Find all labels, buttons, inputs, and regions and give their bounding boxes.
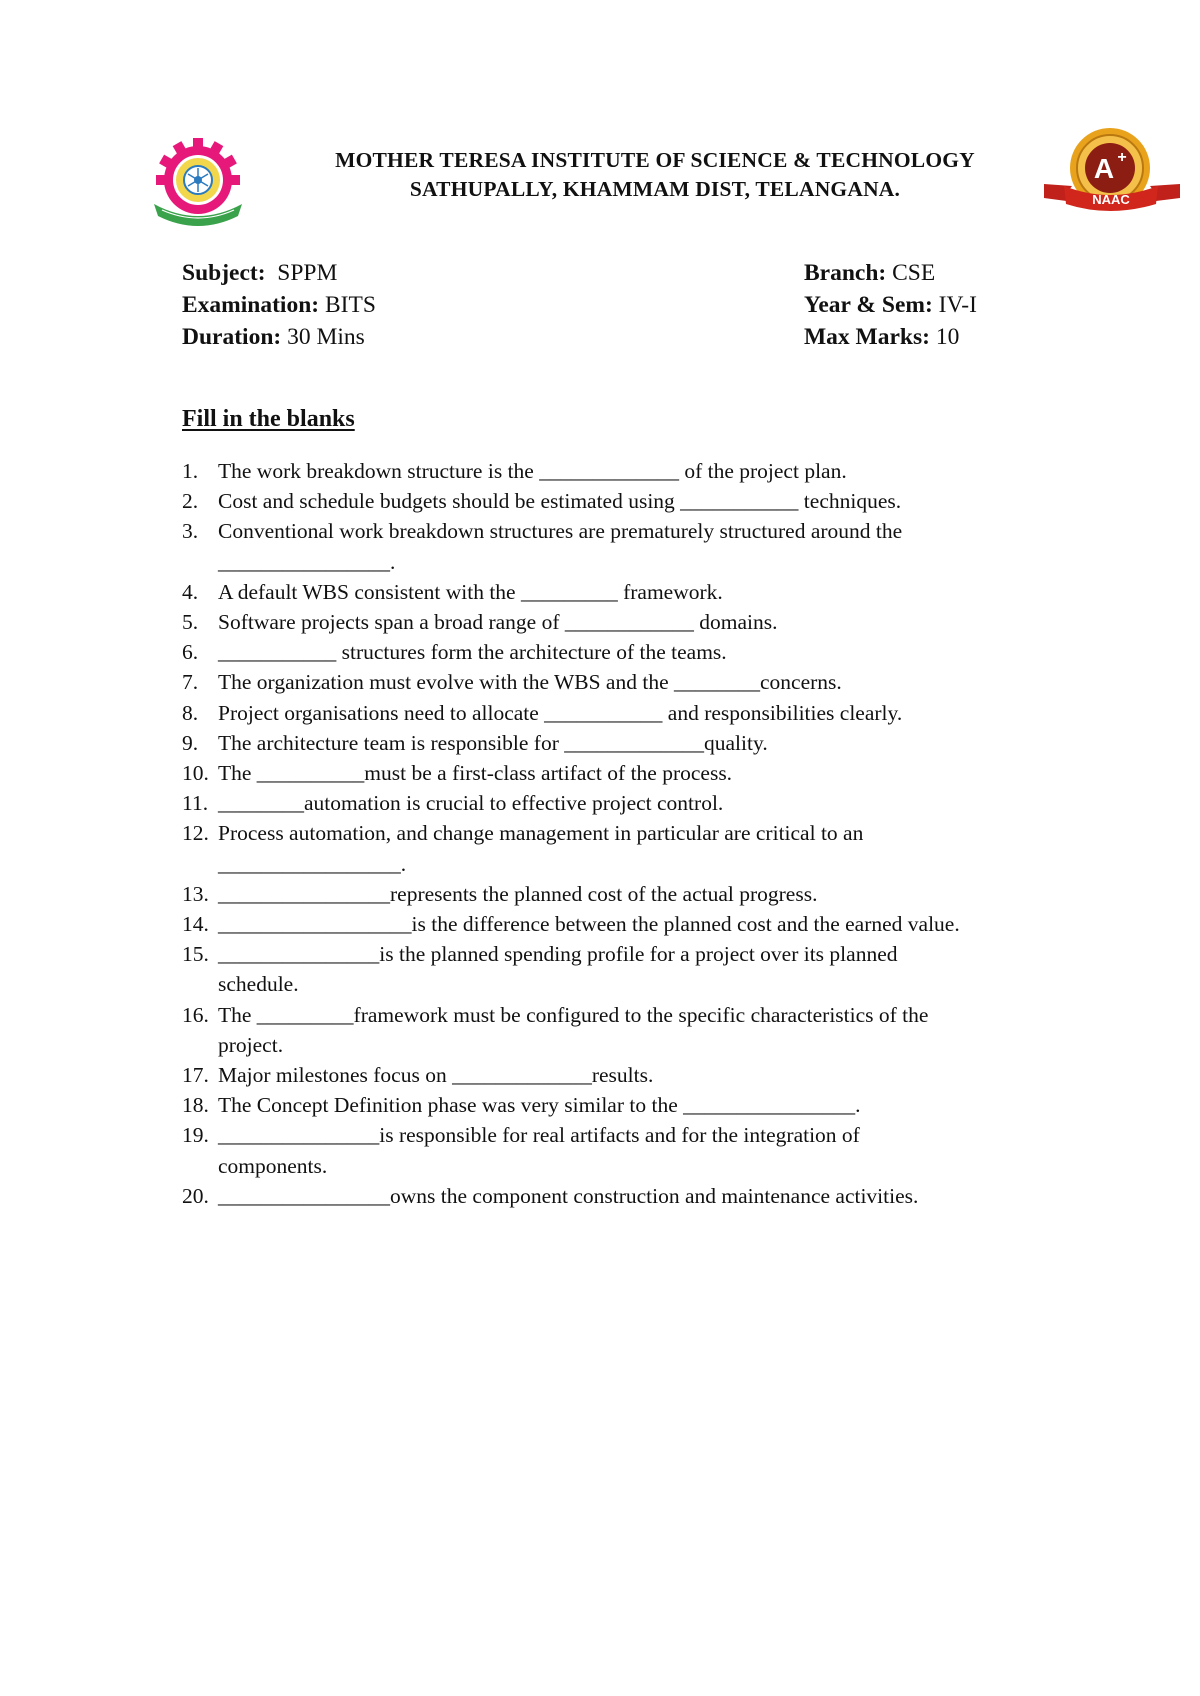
question-number: 13. — [182, 881, 209, 906]
question-line — [182, 909, 1062, 939]
naac-banner-text: NAAC — [1092, 192, 1130, 207]
question-item — [182, 577, 1062, 607]
question-text: __________________is the difference between the planned cost and the earned value. — [218, 912, 960, 937]
question-text: Software projects span a broad range of ____________ domains. — [218, 610, 778, 635]
max-marks-row — [804, 321, 977, 353]
question-text: Cost and schedule budgets should be estimated using ___________ techniques. — [218, 489, 902, 514]
question-line — [182, 577, 1062, 607]
question-text: The organization must evolve with the WBS and the ________concerns. — [218, 670, 842, 695]
year-sem-value: IV-I — [938, 292, 977, 318]
question-line — [182, 1060, 1062, 1090]
question-number: 20. — [182, 1183, 209, 1208]
question-number: 9. — [182, 730, 199, 755]
question-number: 12. — [182, 821, 209, 846]
naac-grade-plus: + — [1117, 149, 1127, 166]
subject-row — [182, 257, 376, 289]
question-text-continued: schedule. — [218, 972, 299, 997]
subject-value: SPPM — [277, 260, 338, 286]
question-number: 18. — [182, 1093, 209, 1118]
question-item — [182, 516, 1062, 576]
question-line — [182, 788, 1062, 818]
question-line — [182, 879, 1062, 909]
max-marks-label: Max Marks: — [804, 324, 930, 350]
exam-meta-right — [804, 257, 977, 353]
question-number: 7. — [182, 670, 199, 695]
question-line — [182, 1120, 1062, 1150]
question-text-continued: _________________. — [218, 851, 407, 876]
branch-row — [804, 257, 977, 289]
question-text: Conventional work breakdown structures are prematurely structured around the — [218, 519, 903, 544]
question-list — [182, 456, 1062, 1211]
question-number: 4. — [182, 579, 199, 604]
question-item — [182, 486, 1062, 516]
question-number: 10. — [182, 761, 209, 786]
question-item — [182, 1120, 1062, 1180]
max-marks-value: 10 — [935, 324, 960, 350]
question-text: Project organisations need to allocate ___________ and responsibilities clearly. — [218, 700, 903, 725]
year-sem-row — [804, 289, 977, 321]
section-title: Fill in the blanks — [182, 406, 355, 432]
question-item — [182, 1181, 1062, 1211]
question-line — [182, 486, 1062, 516]
question-item — [182, 939, 1062, 999]
question-item — [182, 788, 1062, 818]
question-line — [182, 1090, 1062, 1120]
question-text-continued: project. — [218, 1032, 284, 1057]
question-number: 19. — [182, 1123, 209, 1148]
institute-name: MOTHER TERESA INSTITUTE OF SCIENCE & TECHNOLOGY — [335, 148, 975, 172]
question-item — [182, 667, 1062, 697]
question-line — [182, 728, 1062, 758]
question-item — [182, 879, 1062, 909]
question-line — [182, 516, 1062, 546]
question-text: The __________must be a first-class artifact of the process. — [218, 761, 733, 786]
examination-value: BITS — [324, 292, 376, 318]
duration-row — [182, 321, 376, 353]
question-line — [182, 939, 1062, 969]
question-number: 3. — [182, 519, 199, 544]
examination-label: Examination: — [182, 292, 320, 318]
question-text: ________________represents the planned cost of the actual progress. — [218, 881, 818, 906]
subject-label: Subject: — [182, 260, 266, 286]
examination-row — [182, 289, 376, 321]
question-text: ________automation is crucial to effective project control. — [218, 791, 724, 816]
question-number: 2. — [182, 489, 199, 514]
question-text: The Concept Definition phase was very similar to the ________________. — [218, 1093, 861, 1118]
question-item — [182, 728, 1062, 758]
branch-value: CSE — [892, 260, 936, 286]
question-text: _______________is responsible for real artifacts and for the integration of — [218, 1123, 860, 1148]
question-item — [182, 1090, 1062, 1120]
question-text: ________________owns the component construction and maintenance activities. — [218, 1183, 919, 1208]
question-number: 8. — [182, 700, 199, 725]
question-item — [182, 909, 1062, 939]
exam-meta-left — [182, 257, 376, 353]
question-number: 1. — [182, 459, 199, 483]
year-sem-label: Year & Sem: — [804, 292, 933, 318]
question-text: A default WBS consistent with the _________ framework. — [218, 579, 723, 604]
question-item — [182, 1060, 1062, 1090]
question-text: The work breakdown structure is the _____________ of the project plan. — [218, 459, 847, 483]
branch-label: Branch: — [804, 260, 887, 286]
question-number: 6. — [182, 640, 199, 665]
question-line — [182, 758, 1062, 788]
question-text: ___________ structures form the architecture of the teams. — [218, 640, 727, 665]
question-number: 14. — [182, 912, 209, 937]
question-item — [182, 1000, 1062, 1060]
question-text: Major milestones focus on _____________results. — [218, 1063, 654, 1088]
question-line — [182, 637, 1062, 667]
question-line — [182, 818, 1062, 848]
question-number: 11. — [182, 791, 209, 816]
institute-logo — [148, 138, 248, 230]
question-line — [182, 698, 1062, 728]
question-line — [182, 607, 1062, 637]
question-text: The _________framework must be configured to the specific characteristics of the — [218, 1002, 929, 1027]
question-item — [182, 607, 1062, 637]
duration-label: Duration: — [182, 324, 282, 350]
question-text: Process automation, and change management in particular are critical to an — [218, 821, 864, 846]
question-item — [182, 637, 1062, 667]
question-item — [182, 758, 1062, 788]
question-item — [182, 456, 1062, 486]
duration-value: 30 Mins — [287, 324, 365, 350]
institute-address: SATHUPALLY, KHAMMAM DIST, TELANGANA. — [409, 177, 901, 201]
question-line — [182, 667, 1062, 697]
naac-grade: A — [1093, 153, 1115, 184]
question-line — [182, 1000, 1062, 1030]
question-line — [182, 456, 1062, 486]
question-text: The architecture team is responsible for _____________quality. — [218, 730, 768, 755]
institute-heading — [270, 146, 1040, 204]
question-number: 15. — [182, 942, 209, 967]
question-number: 5. — [182, 610, 199, 635]
question-text-continued: ________________. — [218, 549, 396, 574]
question-item — [182, 818, 1062, 878]
question-text-continued: components. — [218, 1153, 328, 1178]
question-line — [182, 1181, 1062, 1211]
question-number: 16. — [182, 1002, 209, 1027]
question-number: 17. — [182, 1063, 209, 1088]
question-item — [182, 698, 1062, 728]
question-text: _______________is the planned spending profile for a project over its planned — [218, 942, 898, 967]
naac-badge — [1042, 126, 1182, 226]
